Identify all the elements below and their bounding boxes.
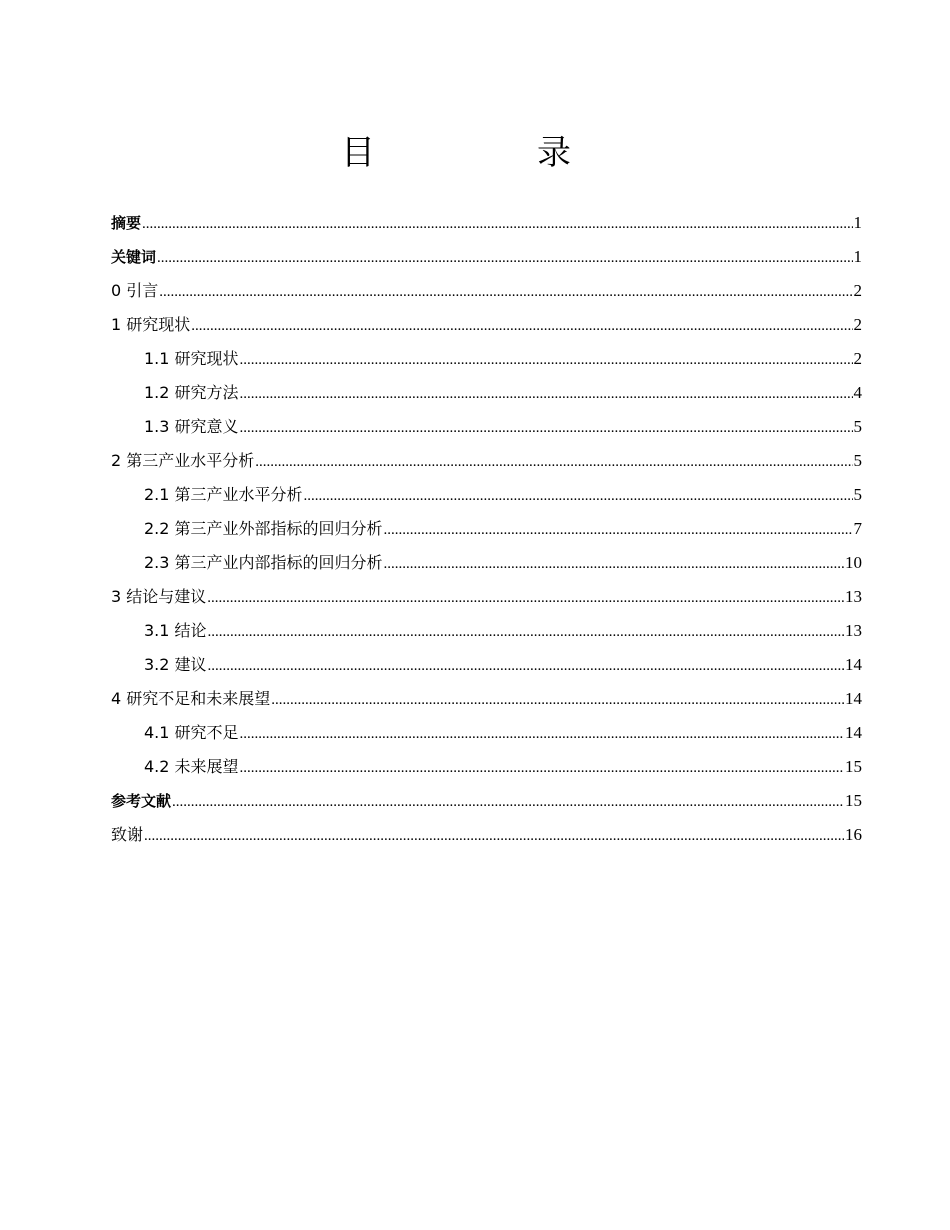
- toc-dot-leader: [144, 819, 844, 853]
- toc-entry[interactable]: [111, 614, 862, 648]
- toc-page-number: 1: [853, 247, 862, 266]
- toc-page-number: 2: [853, 315, 862, 334]
- toc-entry-label: 0 引言: [111, 281, 159, 300]
- toc-page-number: 14: [845, 723, 862, 742]
- toc-entry-label: 3.2 建议: [144, 655, 207, 674]
- toc-entry[interactable]: [111, 274, 862, 308]
- toc-entry[interactable]: [111, 750, 862, 784]
- toc-dot-leader: [384, 547, 844, 581]
- toc-page-number: 2: [853, 349, 862, 368]
- toc-title: 目 录: [341, 133, 635, 173]
- toc-entry[interactable]: [111, 478, 862, 512]
- toc-page-number: 13: [845, 621, 862, 640]
- toc-dot-leader: [191, 309, 852, 343]
- toc-entry-label: 2 第三产业水平分析: [111, 451, 255, 470]
- toc-entry-label: 3 结论与建议: [111, 587, 207, 606]
- toc-page-number: 15: [845, 791, 862, 810]
- toc-entry-label: 摘要: [111, 214, 142, 232]
- toc-entry-label: 4.2 未来展望: [144, 757, 239, 776]
- toc-page-number: 4: [853, 383, 862, 402]
- toc-entry[interactable]: [111, 648, 862, 682]
- toc-page-number: 15: [845, 757, 862, 776]
- toc-dot-leader: [240, 343, 853, 377]
- toc-dot-leader: [208, 615, 844, 649]
- toc-dot-leader: [142, 207, 852, 241]
- toc-dot-leader: [208, 649, 844, 683]
- toc-dot-leader: [240, 411, 853, 445]
- toc-entry-label: 关键词: [111, 248, 157, 266]
- toc-dot-leader: [240, 717, 844, 751]
- toc-entry-label: 致谢: [111, 825, 144, 844]
- toc-dot-leader: [384, 513, 853, 547]
- toc-page-number: 5: [853, 485, 862, 504]
- toc-entry[interactable]: [111, 716, 862, 750]
- toc-dot-leader: [240, 377, 853, 411]
- toc-dot-leader: [271, 683, 844, 717]
- toc-entry[interactable]: [111, 308, 862, 342]
- toc-entry-label: 1.2 研究方法: [144, 383, 239, 402]
- toc-entry[interactable]: [111, 546, 862, 580]
- toc-entry-label: 2.1 第三产业水平分析: [144, 485, 303, 504]
- toc-entry[interactable]: [111, 818, 862, 852]
- toc-page-number: 14: [845, 655, 862, 674]
- toc-entry[interactable]: [111, 580, 862, 614]
- toc-page-number: 7: [853, 519, 862, 538]
- toc-entry-label: 3.1 结论: [144, 621, 207, 640]
- toc-entry[interactable]: [111, 342, 862, 376]
- toc-entry[interactable]: [111, 240, 862, 274]
- toc-entry-label: 4 研究不足和未来展望: [111, 689, 271, 708]
- toc-dot-leader: [255, 445, 852, 479]
- toc-dot-leader: [304, 479, 853, 513]
- toc-page-number: 2: [853, 281, 862, 300]
- toc-dot-leader: [157, 241, 852, 275]
- toc-entry[interactable]: [111, 682, 862, 716]
- toc-entry-label: 1.3 研究意义: [144, 417, 239, 436]
- toc-entry-label: 2.3 第三产业内部指标的回归分析: [144, 553, 383, 572]
- toc-page-number: 14: [845, 689, 862, 708]
- toc-entry-label: 1 研究现状: [111, 315, 191, 334]
- toc-page-number: 13: [845, 587, 862, 606]
- toc-entry[interactable]: [111, 376, 862, 410]
- toc-page-number: 5: [853, 451, 862, 470]
- toc-entry-label: 4.1 研究不足: [144, 723, 239, 742]
- toc-dot-leader: [240, 751, 844, 785]
- toc-entry-label: 2.2 第三产业外部指标的回归分析: [144, 519, 383, 538]
- toc-dot-leader: [159, 275, 852, 309]
- toc-entry[interactable]: [111, 784, 862, 818]
- table-of-contents: [111, 206, 862, 852]
- toc-dot-leader: [172, 785, 844, 819]
- toc-entry[interactable]: [111, 512, 862, 546]
- toc-entry[interactable]: [111, 410, 862, 444]
- toc-page-number: 10: [845, 553, 862, 572]
- toc-entry-label: 1.1 研究现状: [144, 349, 239, 368]
- toc-page-number: 5: [853, 417, 862, 436]
- toc-dot-leader: [207, 581, 844, 615]
- toc-page-number: 1: [853, 213, 862, 232]
- toc-page-number: 16: [845, 825, 862, 844]
- toc-entry[interactable]: [111, 444, 862, 478]
- toc-entry[interactable]: [111, 206, 862, 240]
- toc-entry-label: 参考文献: [111, 792, 172, 810]
